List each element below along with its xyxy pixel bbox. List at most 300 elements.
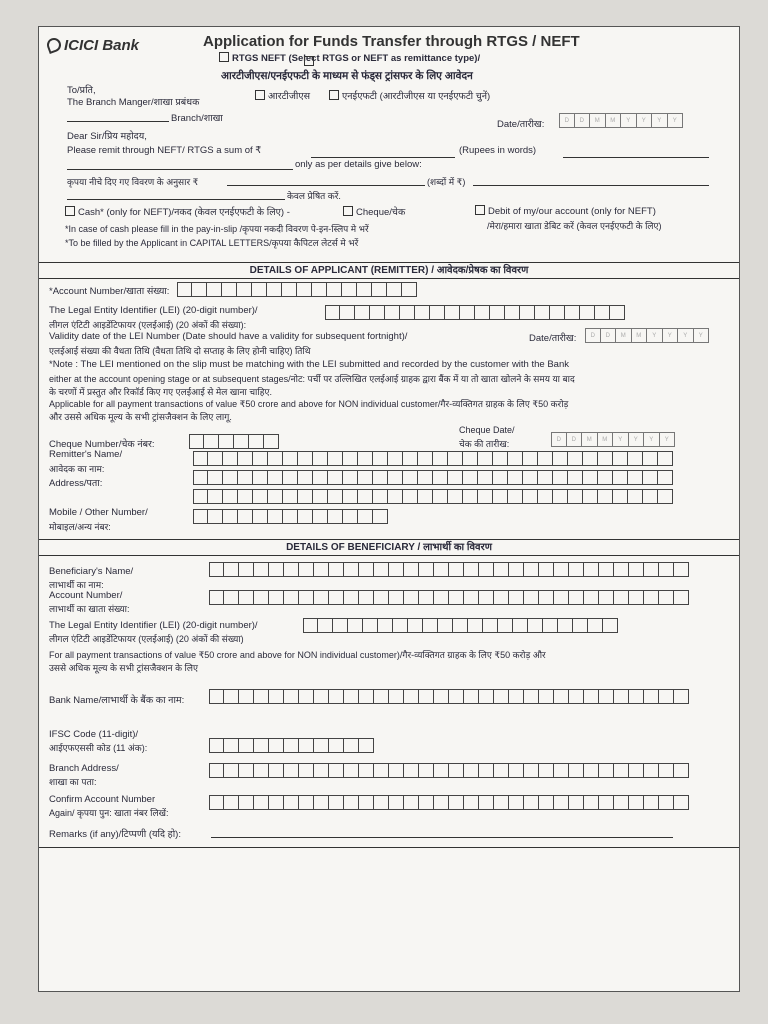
char-box[interactable] (478, 470, 493, 485)
hindi-amount-continued[interactable] (67, 199, 285, 200)
char-box[interactable] (475, 305, 490, 320)
char-box[interactable] (449, 562, 464, 577)
amount-input[interactable] (311, 157, 455, 158)
char-box[interactable] (208, 470, 223, 485)
char-box[interactable] (209, 590, 224, 605)
lei-validity-date-boxes[interactable] (585, 328, 709, 343)
char-box[interactable] (449, 689, 464, 704)
char-box[interactable] (614, 795, 629, 810)
char-box[interactable] (329, 795, 344, 810)
beneficiary-account-boxes[interactable] (209, 590, 689, 605)
char-box[interactable] (374, 590, 389, 605)
char-box[interactable] (314, 738, 329, 753)
char-box[interactable] (553, 451, 568, 466)
char-box[interactable] (554, 763, 569, 778)
char-box[interactable] (284, 738, 299, 753)
confirm-account-boxes[interactable] (209, 795, 689, 810)
char-box[interactable] (223, 509, 238, 524)
date-char-box[interactable]: M (616, 328, 632, 343)
char-box[interactable] (433, 470, 448, 485)
char-box[interactable] (284, 763, 299, 778)
date-char-box[interactable]: Y (637, 113, 653, 128)
address-boxes-1[interactable] (193, 470, 673, 485)
char-box[interactable] (403, 489, 418, 504)
char-box[interactable] (449, 795, 464, 810)
char-box[interactable] (283, 509, 298, 524)
char-box[interactable] (583, 470, 598, 485)
char-box[interactable] (222, 282, 237, 297)
char-box[interactable] (433, 451, 448, 466)
char-box[interactable] (253, 451, 268, 466)
char-box[interactable] (523, 470, 538, 485)
char-box[interactable] (493, 470, 508, 485)
char-box[interactable] (434, 795, 449, 810)
char-box[interactable] (479, 689, 494, 704)
char-box[interactable] (370, 305, 385, 320)
char-box[interactable] (419, 795, 434, 810)
applicant-lei-boxes[interactable] (325, 305, 625, 320)
char-box[interactable] (569, 763, 584, 778)
char-box[interactable] (328, 451, 343, 466)
char-box[interactable] (553, 489, 568, 504)
char-box[interactable] (209, 795, 224, 810)
char-box[interactable] (464, 590, 479, 605)
char-box[interactable] (674, 562, 689, 577)
char-box[interactable] (177, 282, 192, 297)
beneficiary-name-boxes[interactable] (209, 562, 689, 577)
char-box[interactable] (299, 795, 314, 810)
char-box[interactable] (388, 470, 403, 485)
char-box[interactable] (223, 470, 238, 485)
char-box[interactable] (373, 509, 388, 524)
date-char-box[interactable]: D (585, 328, 601, 343)
char-box[interactable] (644, 590, 659, 605)
char-box[interactable] (329, 763, 344, 778)
char-box[interactable] (358, 489, 373, 504)
hindi-words-input[interactable] (473, 185, 709, 186)
char-box[interactable] (344, 738, 359, 753)
char-box[interactable] (584, 795, 599, 810)
date-char-box[interactable]: M (606, 113, 622, 128)
char-box[interactable] (284, 795, 299, 810)
char-box[interactable] (523, 489, 538, 504)
char-box[interactable] (468, 618, 483, 633)
char-box[interactable] (524, 590, 539, 605)
char-box[interactable] (373, 489, 388, 504)
char-box[interactable] (224, 689, 239, 704)
char-box[interactable] (254, 562, 269, 577)
char-box[interactable] (479, 562, 494, 577)
char-box[interactable] (610, 305, 625, 320)
char-box[interactable] (494, 562, 509, 577)
remarks-input[interactable] (211, 837, 673, 838)
char-box[interactable] (524, 689, 539, 704)
char-box[interactable] (538, 451, 553, 466)
char-box[interactable] (329, 562, 344, 577)
date-char-box[interactable]: Y (613, 432, 629, 447)
char-box[interactable] (583, 489, 598, 504)
char-box[interactable] (434, 763, 449, 778)
date-char-box[interactable]: M (590, 113, 606, 128)
char-box[interactable] (238, 470, 253, 485)
date-char-box[interactable]: M (598, 432, 614, 447)
char-box[interactable] (460, 305, 475, 320)
char-box[interactable] (493, 451, 508, 466)
char-box[interactable] (239, 590, 254, 605)
char-box[interactable] (239, 763, 254, 778)
char-box[interactable] (343, 470, 358, 485)
char-box[interactable] (483, 618, 498, 633)
char-box[interactable] (539, 689, 554, 704)
char-box[interactable] (283, 470, 298, 485)
char-box[interactable] (674, 590, 689, 605)
char-box[interactable] (478, 489, 493, 504)
char-box[interactable] (299, 738, 314, 753)
char-box[interactable] (565, 305, 580, 320)
char-box[interactable] (224, 590, 239, 605)
char-box[interactable] (598, 489, 613, 504)
char-box[interactable] (249, 434, 264, 449)
char-box[interactable] (588, 618, 603, 633)
char-box[interactable] (509, 562, 524, 577)
char-box[interactable] (508, 489, 523, 504)
char-box[interactable] (584, 590, 599, 605)
char-box[interactable] (207, 282, 222, 297)
char-box[interactable] (524, 795, 539, 810)
char-box[interactable] (344, 795, 359, 810)
char-box[interactable] (239, 562, 254, 577)
date-char-box[interactable]: M (582, 432, 598, 447)
char-box[interactable] (254, 689, 269, 704)
char-box[interactable] (599, 795, 614, 810)
char-box[interactable] (418, 489, 433, 504)
char-box[interactable] (658, 489, 673, 504)
date-char-box[interactable]: Y (694, 328, 710, 343)
char-box[interactable] (268, 451, 283, 466)
char-box[interactable] (464, 763, 479, 778)
char-box[interactable] (393, 618, 408, 633)
char-box[interactable] (282, 282, 297, 297)
char-box[interactable] (388, 451, 403, 466)
char-box[interactable] (299, 689, 314, 704)
char-box[interactable] (449, 763, 464, 778)
char-box[interactable] (373, 451, 388, 466)
char-box[interactable] (404, 590, 419, 605)
date-char-box[interactable]: Y (660, 432, 676, 447)
char-box[interactable] (298, 489, 313, 504)
char-box[interactable] (463, 451, 478, 466)
char-box[interactable] (463, 489, 478, 504)
char-box[interactable] (629, 795, 644, 810)
char-box[interactable] (359, 590, 374, 605)
char-box[interactable] (418, 451, 433, 466)
char-box[interactable] (299, 590, 314, 605)
char-box[interactable] (508, 451, 523, 466)
char-box[interactable] (478, 451, 493, 466)
char-box[interactable] (513, 618, 528, 633)
char-box[interactable] (568, 451, 583, 466)
char-box[interactable] (239, 689, 254, 704)
char-box[interactable] (264, 434, 279, 449)
char-box[interactable] (269, 738, 284, 753)
char-box[interactable] (238, 509, 253, 524)
char-box[interactable] (644, 689, 659, 704)
debit-checkbox[interactable] (475, 205, 485, 215)
char-box[interactable] (359, 689, 374, 704)
char-box[interactable] (268, 470, 283, 485)
char-box[interactable] (433, 489, 448, 504)
char-box[interactable] (554, 689, 569, 704)
char-box[interactable] (628, 470, 643, 485)
char-box[interactable] (509, 590, 524, 605)
char-box[interactable] (520, 305, 535, 320)
char-box[interactable] (238, 489, 253, 504)
char-box[interactable] (343, 451, 358, 466)
char-box[interactable] (313, 451, 328, 466)
date-char-box[interactable]: Y (644, 432, 660, 447)
char-box[interactable] (553, 470, 568, 485)
char-box[interactable] (494, 689, 509, 704)
char-box[interactable] (389, 763, 404, 778)
char-box[interactable] (614, 763, 629, 778)
char-box[interactable] (297, 282, 312, 297)
remitter-name-boxes[interactable] (193, 451, 673, 466)
char-box[interactable] (659, 795, 674, 810)
cheque-date-boxes[interactable] (551, 432, 675, 447)
char-box[interactable] (453, 618, 468, 633)
date-char-box[interactable]: Y (652, 113, 668, 128)
char-box[interactable] (254, 763, 269, 778)
char-box[interactable] (479, 795, 494, 810)
char-box[interactable] (568, 470, 583, 485)
char-box[interactable] (418, 470, 433, 485)
char-box[interactable] (434, 562, 449, 577)
char-box[interactable] (573, 618, 588, 633)
char-box[interactable] (403, 451, 418, 466)
branch-address-boxes[interactable] (209, 763, 689, 778)
char-box[interactable] (253, 509, 268, 524)
char-box[interactable] (584, 689, 599, 704)
char-box[interactable] (595, 305, 610, 320)
char-box[interactable] (328, 509, 343, 524)
char-box[interactable] (613, 470, 628, 485)
char-box[interactable] (423, 618, 438, 633)
char-box[interactable] (419, 590, 434, 605)
char-box[interactable] (340, 305, 355, 320)
char-box[interactable] (543, 618, 558, 633)
char-box[interactable] (193, 451, 208, 466)
char-box[interactable] (224, 795, 239, 810)
char-box[interactable] (419, 562, 434, 577)
char-box[interactable] (598, 451, 613, 466)
char-box[interactable] (644, 763, 659, 778)
char-box[interactable] (463, 470, 478, 485)
amount-words-continued[interactable] (67, 169, 293, 170)
char-box[interactable] (328, 470, 343, 485)
char-box[interactable] (374, 689, 389, 704)
char-box[interactable] (389, 795, 404, 810)
char-box[interactable] (464, 689, 479, 704)
date-char-box[interactable]: D (551, 432, 567, 447)
char-box[interactable] (298, 470, 313, 485)
char-box[interactable] (400, 305, 415, 320)
char-box[interactable] (329, 738, 344, 753)
char-box[interactable] (253, 470, 268, 485)
char-box[interactable] (234, 434, 249, 449)
char-box[interactable] (583, 451, 598, 466)
rtgs-hindi-checkbox[interactable] (255, 90, 265, 100)
char-box[interactable] (539, 590, 554, 605)
char-box[interactable] (209, 763, 224, 778)
char-box[interactable] (344, 763, 359, 778)
char-box[interactable] (252, 282, 267, 297)
char-box[interactable] (643, 489, 658, 504)
char-box[interactable] (283, 451, 298, 466)
char-box[interactable] (558, 618, 573, 633)
neft-checkbox[interactable] (304, 56, 314, 66)
char-box[interactable] (284, 689, 299, 704)
char-box[interactable] (269, 795, 284, 810)
char-box[interactable] (343, 489, 358, 504)
char-box[interactable] (269, 590, 284, 605)
char-box[interactable] (448, 451, 463, 466)
char-box[interactable] (404, 562, 419, 577)
char-box[interactable] (524, 763, 539, 778)
beneficiary-lei-boxes[interactable] (303, 618, 618, 633)
char-box[interactable] (629, 763, 644, 778)
date-char-box[interactable]: D (559, 113, 575, 128)
cheque-checkbox[interactable] (343, 206, 353, 216)
char-box[interactable] (493, 489, 508, 504)
char-box[interactable] (644, 795, 659, 810)
char-box[interactable] (373, 470, 388, 485)
char-box[interactable] (359, 562, 374, 577)
char-box[interactable] (387, 282, 402, 297)
char-box[interactable] (344, 590, 359, 605)
char-box[interactable] (509, 689, 524, 704)
char-box[interactable] (539, 795, 554, 810)
char-box[interactable] (344, 562, 359, 577)
char-box[interactable] (643, 451, 658, 466)
char-box[interactable] (267, 282, 282, 297)
char-box[interactable] (658, 451, 673, 466)
char-box[interactable] (268, 489, 283, 504)
char-box[interactable] (209, 689, 224, 704)
char-box[interactable] (614, 689, 629, 704)
char-box[interactable] (508, 470, 523, 485)
char-box[interactable] (674, 763, 689, 778)
char-box[interactable] (284, 590, 299, 605)
date-char-box[interactable]: Y (668, 113, 684, 128)
char-box[interactable] (523, 451, 538, 466)
applicant-account-boxes[interactable] (177, 282, 417, 297)
char-box[interactable] (298, 509, 313, 524)
char-box[interactable] (238, 451, 253, 466)
char-box[interactable] (224, 738, 239, 753)
char-box[interactable] (434, 590, 449, 605)
mobile-boxes[interactable] (193, 509, 388, 524)
char-box[interactable] (613, 489, 628, 504)
char-box[interactable] (342, 282, 357, 297)
char-box[interactable] (568, 489, 583, 504)
char-box[interactable] (269, 689, 284, 704)
char-box[interactable] (254, 590, 269, 605)
char-box[interactable] (344, 689, 359, 704)
char-box[interactable] (268, 509, 283, 524)
char-box[interactable] (509, 795, 524, 810)
char-box[interactable] (569, 562, 584, 577)
char-box[interactable] (193, 489, 208, 504)
char-box[interactable] (550, 305, 565, 320)
char-box[interactable] (219, 434, 234, 449)
char-box[interactable] (209, 738, 224, 753)
char-box[interactable] (538, 470, 553, 485)
char-box[interactable] (479, 590, 494, 605)
char-box[interactable] (448, 489, 463, 504)
char-box[interactable] (599, 590, 614, 605)
char-box[interactable] (303, 618, 318, 633)
date-char-box[interactable]: M (632, 328, 648, 343)
char-box[interactable] (445, 305, 460, 320)
char-box[interactable] (659, 689, 674, 704)
char-box[interactable] (599, 562, 614, 577)
char-box[interactable] (299, 763, 314, 778)
char-box[interactable] (192, 282, 207, 297)
char-box[interactable] (569, 689, 584, 704)
date-char-box[interactable]: Y (678, 328, 694, 343)
char-box[interactable] (283, 489, 298, 504)
char-box[interactable] (224, 763, 239, 778)
char-box[interactable] (374, 763, 389, 778)
char-box[interactable] (358, 509, 373, 524)
char-box[interactable] (404, 689, 419, 704)
char-box[interactable] (528, 618, 543, 633)
char-box[interactable] (580, 305, 595, 320)
char-box[interactable] (223, 489, 238, 504)
char-box[interactable] (404, 763, 419, 778)
char-box[interactable] (224, 562, 239, 577)
char-box[interactable] (239, 738, 254, 753)
char-box[interactable] (509, 763, 524, 778)
char-box[interactable] (674, 795, 689, 810)
char-box[interactable] (193, 509, 208, 524)
char-box[interactable] (479, 763, 494, 778)
char-box[interactable] (189, 434, 204, 449)
char-box[interactable] (299, 562, 314, 577)
date-char-box[interactable]: D (601, 328, 617, 343)
char-box[interactable] (327, 282, 342, 297)
char-box[interactable] (498, 618, 513, 633)
date-char-box[interactable]: Y (647, 328, 663, 343)
cash-checkbox[interactable] (65, 206, 75, 216)
char-box[interactable] (524, 562, 539, 577)
char-box[interactable] (359, 763, 374, 778)
char-box[interactable] (254, 738, 269, 753)
char-box[interactable] (372, 282, 387, 297)
char-box[interactable] (643, 470, 658, 485)
char-box[interactable] (674, 689, 689, 704)
char-box[interactable] (464, 795, 479, 810)
char-box[interactable] (208, 489, 223, 504)
char-box[interactable] (464, 562, 479, 577)
char-box[interactable] (209, 562, 224, 577)
char-box[interactable] (239, 795, 254, 810)
char-box[interactable] (599, 689, 614, 704)
char-box[interactable] (374, 562, 389, 577)
char-box[interactable] (599, 763, 614, 778)
char-box[interactable] (415, 305, 430, 320)
char-box[interactable] (438, 618, 453, 633)
